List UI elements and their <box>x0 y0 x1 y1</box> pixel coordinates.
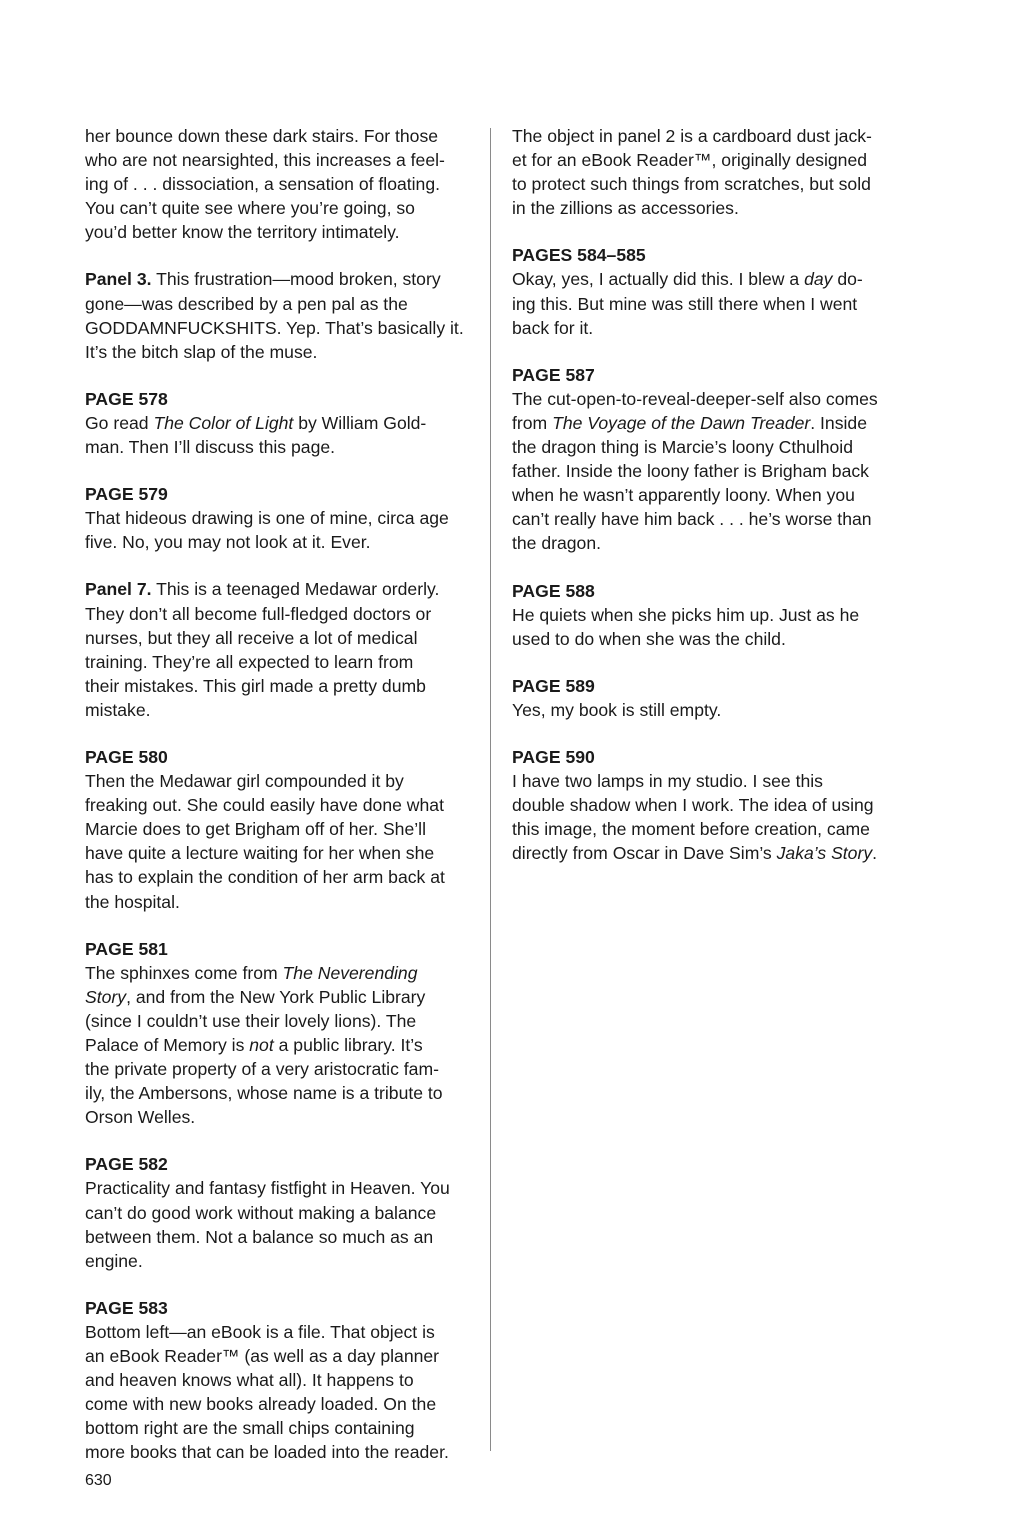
text-line: Go read The Color of Light by William Gold- <box>85 412 427 433</box>
text-line: used to do when she was the child. <box>512 628 786 649</box>
note-section <box>512 579 904 651</box>
text-line: an eBook Reader™ (as well as a day planner <box>85 1346 440 1367</box>
text-line: in the zillions as accessories. <box>512 198 739 219</box>
panel-label: Panel 3. <box>85 269 152 290</box>
text-line: the private property of a very aristocratic fam- <box>85 1059 439 1080</box>
text-line: training. They’re all expected to learn from <box>85 651 414 672</box>
text-line: between them. Not a balance so much as an <box>85 1226 434 1247</box>
text-line: Story, and from the New York Public Library <box>85 986 426 1007</box>
note-section <box>512 674 904 722</box>
section-heading: PAGE 589 <box>512 675 595 696</box>
text-line: ing this. But mine was still there when I went <box>512 293 858 314</box>
text-line: Panel 7. This is a teenaged Medawar orderly. <box>85 579 440 600</box>
text-line: five. No, you may not look at it. Ever. <box>85 532 371 553</box>
section-heading: PAGE 583 <box>85 1297 168 1318</box>
italic-title: The Color of Light <box>153 412 294 433</box>
italic-title: Story <box>85 986 127 1007</box>
text-line: you’d better know the territory intimately. <box>85 222 400 243</box>
section-heading: PAGE 578 <box>85 388 168 409</box>
text-line: their mistakes. This girl made a pretty dumb <box>85 675 426 696</box>
text-line: gone—was described by a pen pal as the <box>85 293 408 314</box>
text-line: He quiets when she picks him up. Just as he <box>512 604 860 625</box>
text-line: from The Voyage of the Dawn Treader. Inside <box>512 412 867 433</box>
text-line: ily, the Ambersons, whose name is a tribute to <box>85 1083 443 1104</box>
text-line: her bounce down these dark stairs. For those <box>85 126 439 146</box>
note-section <box>512 243 904 339</box>
panel-label: Panel 7. <box>85 579 152 600</box>
text-line: back for it. <box>512 317 594 338</box>
note-section <box>512 363 904 556</box>
text-line: when he wasn’t apparently loony. When you <box>512 485 855 506</box>
text-line: more books that can be loaded into the reader. <box>85 1442 449 1463</box>
text-line: They don’t all become full-fledged doctors or <box>85 603 432 624</box>
text-line: to protect such things from scratches, but sold <box>512 174 871 195</box>
right-column <box>512 124 904 888</box>
note-paragraph <box>512 124 904 220</box>
text-line: the hospital. <box>85 891 180 912</box>
left-column <box>85 124 477 1488</box>
text-line: The cut-open-to-reveal-deeper-self also comes <box>512 388 878 409</box>
text-line: The sphinxes come from The Neverending <box>85 962 418 983</box>
section-heading: PAGE 590 <box>512 746 595 767</box>
text-line: man. Then I’ll discuss this page. <box>85 437 336 458</box>
note-section <box>85 745 477 914</box>
text-line: have quite a lecture waiting for her when she <box>85 843 435 864</box>
text-line: mistake. <box>85 699 151 720</box>
text-line: can’t really have him back . . . he’s worse than <box>512 509 872 530</box>
section-heading: PAGES 584–585 <box>512 245 646 266</box>
note-paragraph <box>85 577 477 722</box>
text-line: double shadow when I work. The idea of using <box>512 795 874 816</box>
text-line: Bottom left—an eBook is a file. That object is <box>85 1321 435 1342</box>
note-section <box>85 387 477 459</box>
text-line: Panel 3. This frustration—mood broken, story <box>85 269 441 290</box>
text-line: has to explain the condition of her arm back at <box>85 867 445 888</box>
text-line: come with new books already loaded. On the <box>85 1394 437 1415</box>
section-heading: PAGE 579 <box>85 484 168 505</box>
text-line: et for an eBook Reader™, originally designed <box>512 150 868 171</box>
italic-title: The Neverending <box>282 962 418 983</box>
text-line: The object in panel 2 is a cardboard dust jack- <box>512 126 872 146</box>
text-line: freaking out. She could easily have done what <box>85 795 444 816</box>
section-heading: PAGE 580 <box>85 746 168 767</box>
text-line: father. Inside the loony father is Brigham back <box>512 461 869 482</box>
italic-title: not <box>249 1035 274 1055</box>
note-section <box>85 1152 477 1272</box>
text-line: Palace of Memory is not a public library. It’s <box>85 1035 423 1055</box>
text-line: Then the Medawar girl compounded it by <box>85 771 404 792</box>
text-line: Orson Welles. <box>85 1107 196 1128</box>
section-heading: PAGE 588 <box>512 580 595 601</box>
text-line: Okay, yes, I actually did this. I blew a day do- <box>512 269 863 290</box>
text-line: and heaven knows what all). It happens to <box>85 1370 414 1391</box>
text-line: Marcie does to get Brigham off of her. She’ll <box>85 819 426 840</box>
text-line: the dragon thing is Marcie’s loony Cthulhoid <box>512 437 853 458</box>
text-line: It’s the bitch slap of the muse. <box>85 341 318 362</box>
note-paragraph <box>85 267 477 363</box>
text-line: Yes, my book is still empty. <box>512 699 722 720</box>
note-paragraph <box>85 124 477 244</box>
text-line: the dragon. <box>512 533 602 554</box>
text-line: I have two lamps in my studio. I see this <box>512 771 823 792</box>
text-line: can’t do good work without making a balance <box>85 1202 437 1223</box>
section-heading: PAGE 581 <box>85 938 168 959</box>
text-line: Practicality and fantasy fistfight in Heaven. You <box>85 1178 450 1199</box>
text-line: (since I couldn’t use their lovely lions). The <box>85 1010 417 1031</box>
text-line: directly from Oscar in Dave Sim’s Jaka’s Story. <box>512 843 878 864</box>
column-divider <box>490 128 491 1451</box>
text-line: ing of . . . dissociation, a sensation of floating. <box>85 174 441 195</box>
text-line: nurses, but they all receive a lot of medical <box>85 627 418 648</box>
text-line: GODDAMNFUCKSHITS. Yep. That’s basically it. <box>85 317 464 338</box>
italic-title: day <box>804 269 833 290</box>
note-section <box>85 1296 477 1465</box>
italic-title: The Voyage of the Dawn Treader <box>552 412 811 433</box>
note-section <box>85 937 477 1130</box>
text-line: who are not nearsighted, this increases a feel- <box>85 150 445 171</box>
text-line: this image, the moment before creation, came <box>512 819 870 840</box>
text-line: You can’t quite see where you’re going, so <box>85 198 415 219</box>
text-line: engine. <box>85 1250 143 1271</box>
note-section <box>512 745 904 865</box>
italic-title: Jaka’s Story <box>776 843 873 864</box>
text-line: That hideous drawing is one of mine, circa age <box>85 508 449 529</box>
page-number: 630 <box>85 1472 112 1489</box>
text-line: bottom right are the small chips containing <box>85 1418 415 1439</box>
section-heading: PAGE 582 <box>85 1154 168 1175</box>
note-section <box>85 482 477 554</box>
section-heading: PAGE 587 <box>512 364 595 385</box>
